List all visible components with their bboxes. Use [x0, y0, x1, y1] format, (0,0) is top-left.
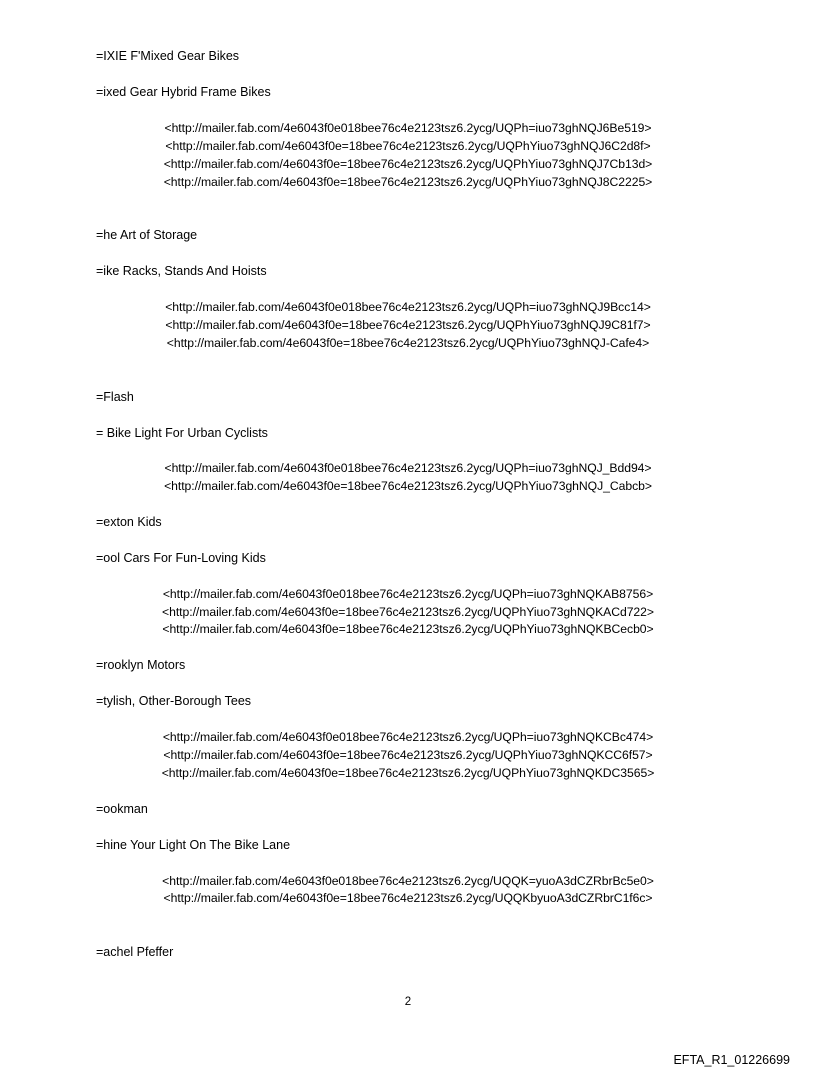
url-line: <http://mailer.fab.com/4e6043f0e=18bee76c4e2123tsz6.2ycg/UQPhYiuo73ghNQJ8C2225> [163, 175, 653, 189]
url-line: <http://mailer.fab.com/4e6043f0e=18bee76c4e2123tsz6.2ycg/UQPhYiuo73ghNQJ9C81f7> [165, 318, 651, 332]
url-line: <http://mailer.fab.com/4e6043f0e=18bee76c4e2123tsz6.2ycg/UQPhYiuo73ghNQKBCecb0> [162, 622, 654, 636]
url-line: <http://mailer.fab.com/4e6043f0e018bee76c4e2123tsz6.2ycg/UQPh=iuo73ghNQJ_Bdd94> [164, 461, 652, 475]
heading: = Bike Light For Urban Cyclists [96, 426, 268, 440]
page-number: 2 [404, 996, 412, 1008]
url-line: <http://mailer.fab.com/4e6043f0e=18bee76c4e2123tsz6.2ycg/UQPhYiuo73ghNQJ7Cb13d> [163, 157, 653, 171]
document-id: EFTA_R1_01226699 [673, 1053, 790, 1067]
heading: =Flash [96, 390, 134, 404]
url-line: <http://mailer.fab.com/4e6043f0e=18bee76c4e2123tsz6.2ycg/UQPhYiuo73ghNQKCC6f57> [163, 748, 653, 762]
heading: =achel Pfeffer [96, 945, 174, 959]
heading: =tylish, Other-Borough Tees [96, 694, 252, 708]
heading: =he Art of Storage [96, 228, 198, 242]
url-line: <http://mailer.fab.com/4e6043f0e=18bee76c4e2123tsz6.2ycg/UQQKbyuoA3dCZRbrC1f6c> [163, 891, 653, 905]
heading: =rooklyn Motors [96, 658, 186, 672]
url-line: <http://mailer.fab.com/4e6043f0e018bee76c4e2123tsz6.2ycg/UQPh=iuo73ghNQJ6Be519> [164, 121, 652, 135]
url-line: <http://mailer.fab.com/4e6043f0e018bee76c4e2123tsz6.2ycg/UQQK=yuoA3dCZRbrBc5e0> [162, 874, 654, 888]
heading: =IXIE F'Mixed Gear Bikes [96, 49, 240, 63]
url-line: <http://mailer.fab.com/4e6043f0e018bee76c4e2123tsz6.2ycg/UQPh=iuo73ghNQKCBc474> [162, 730, 654, 744]
heading: =ookman [96, 802, 148, 816]
url-line: <http://mailer.fab.com/4e6043f0e=18bee76c4e2123tsz6.2ycg/UQPhYiuo73ghNQJ-Cafe4> [166, 336, 650, 350]
url-line: <http://mailer.fab.com/4e6043f0e=18bee76c4e2123tsz6.2ycg/UQPhYiuo73ghNQKDC3565> [161, 766, 655, 780]
url-line: <http://mailer.fab.com/4e6043f0e018bee76c4e2123tsz6.2ycg/UQPh=iuo73ghNQJ9Bcc14> [165, 300, 651, 314]
heading: =ixed Gear Hybrid Frame Bikes [96, 85, 271, 99]
url-line: <http://mailer.fab.com/4e6043f0e=18bee76c4e2123tsz6.2ycg/UQPhYiuo73ghNQKACd722> [162, 605, 654, 619]
url-line: <http://mailer.fab.com/4e6043f0e=18bee76c4e2123tsz6.2ycg/UQPhYiuo73ghNQJ6C2d8f> [165, 139, 651, 153]
heading: =ike Racks, Stands And Hoists [96, 264, 267, 278]
heading: =ool Cars For Fun-Loving Kids [96, 551, 266, 565]
heading: =hine Your Light On The Bike Lane [96, 838, 291, 852]
url-line: <http://mailer.fab.com/4e6043f0e018bee76c4e2123tsz6.2ycg/UQPh=iuo73ghNQKAB8756> [162, 587, 654, 601]
url-line: <http://mailer.fab.com/4e6043f0e=18bee76c4e2123tsz6.2ycg/UQPhYiuo73ghNQJ_Cabcb> [164, 479, 652, 493]
heading: =exton Kids [96, 515, 162, 529]
